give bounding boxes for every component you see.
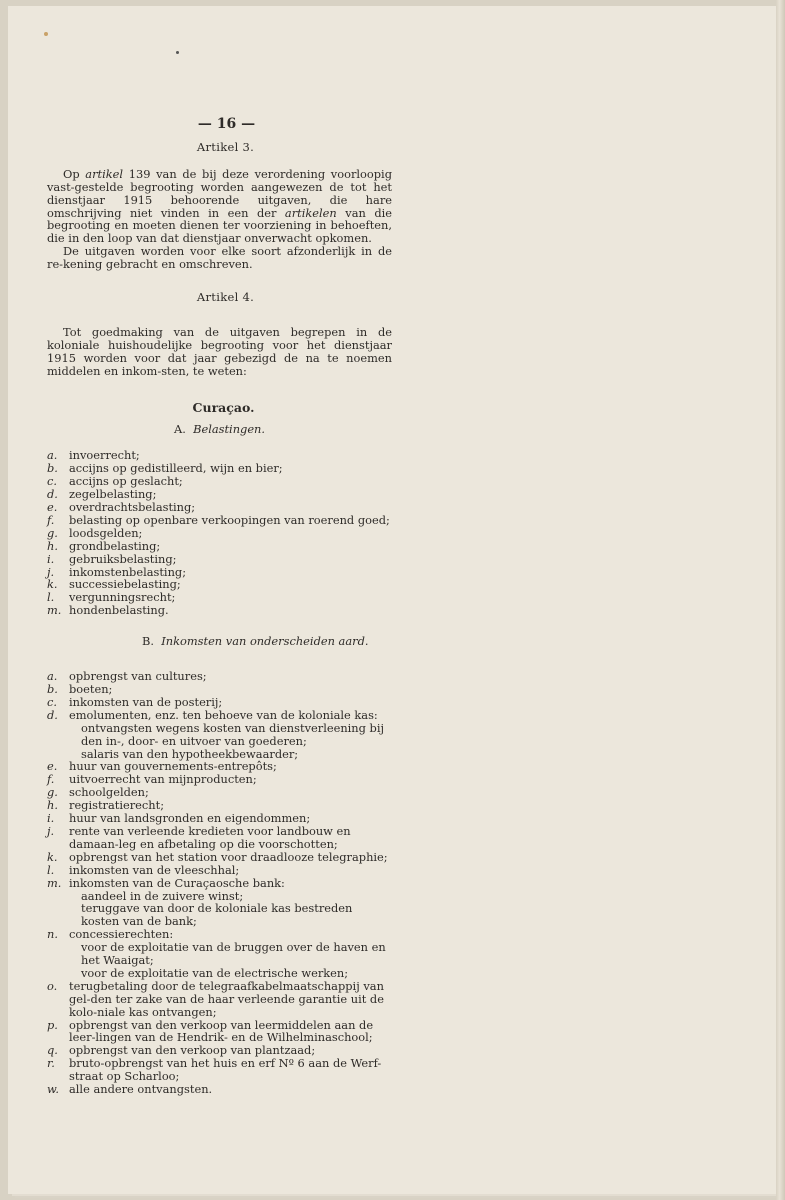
item-letter: b. xyxy=(47,461,58,476)
list-item xyxy=(47,928,392,980)
list-item xyxy=(47,825,392,851)
item-letter: k. xyxy=(47,577,58,592)
item-letter: d. xyxy=(47,707,58,722)
list-item xyxy=(47,1057,392,1083)
item-text: opbrengst van het station voor draadlooze telegraphie; xyxy=(69,849,388,864)
item-text: zegelbelasting; xyxy=(69,487,157,502)
item-text: hondenbelasting. xyxy=(69,603,169,618)
item-text: rente van verleende kredieten voor landbouw en damaan-leg en afbetaling op die voorschotten; xyxy=(69,823,351,851)
item-text-block xyxy=(69,877,392,929)
item-text-block xyxy=(69,825,392,851)
list-item xyxy=(47,980,392,1019)
item-letter: q. xyxy=(47,1043,58,1058)
section-b-list xyxy=(47,670,392,1096)
item-text: successiebelasting; xyxy=(69,577,181,592)
ink-spot xyxy=(176,51,179,54)
item-letter: f. xyxy=(47,772,55,787)
item-text: opbrengst van den verkoop van leermiddelen aan de leer-lingen van de Hendrik- en de Wilhelminaschool; xyxy=(69,1017,374,1045)
item-letter: i. xyxy=(47,551,55,566)
item-letter: n. xyxy=(47,927,58,942)
list-item xyxy=(47,501,392,514)
item-letter: m. xyxy=(47,875,62,890)
item-text: grondbelasting; xyxy=(69,538,161,553)
item-letter: g. xyxy=(47,785,58,800)
item-text: opbrengst van den verkoop van plantzaad; xyxy=(69,1043,316,1058)
item-text: inkomsten van de posterij; xyxy=(69,694,223,709)
item-text-block xyxy=(69,670,392,683)
ink-spot xyxy=(44,32,48,36)
item-text-block xyxy=(69,1019,392,1045)
item-letter: j. xyxy=(47,823,55,838)
item-text-block xyxy=(69,928,392,980)
list-item xyxy=(47,604,392,617)
item-text: boeten; xyxy=(69,682,113,696)
item-letter: m. xyxy=(47,603,62,618)
section-b-heading: B. Inkomsten van onderscheiden aard. xyxy=(142,634,369,649)
item-text: belasting op openbare verkoopingen van roerend goed; xyxy=(69,512,390,527)
item-text: overdrachtsbelasting; xyxy=(69,500,196,515)
item-text: concessierechten: xyxy=(69,927,174,942)
item-letter: k. xyxy=(47,849,58,864)
item-subtext: teruggave van door de koloniale kas bestreden kosten van de bank; xyxy=(81,901,353,929)
list-item xyxy=(47,540,392,553)
item-letter: w. xyxy=(47,1082,60,1097)
list-item xyxy=(47,851,392,864)
item-text: opbrengst van cultures; xyxy=(69,669,207,684)
item-subtext: aandeel in de zuivere winst; xyxy=(81,888,244,903)
item-letter: f. xyxy=(47,512,55,527)
item-letter: i. xyxy=(47,811,55,826)
list-item xyxy=(47,553,392,566)
item-text: registratierecht; xyxy=(69,798,165,813)
item-letter: g. xyxy=(47,525,58,540)
list-item xyxy=(47,877,392,929)
item-letter: l. xyxy=(47,590,55,605)
item-text: gebruiksbelasting; xyxy=(69,551,177,566)
item-text: emolumenten, enz. ten behoeve van de koloniale kas: xyxy=(69,707,378,722)
item-text: alle andere ontvangsten. xyxy=(69,1082,213,1097)
page-number: — 16 — xyxy=(197,116,256,132)
item-letter: h. xyxy=(47,538,58,553)
item-letter: b. xyxy=(47,682,58,696)
item-text: inkomstenbelasting; xyxy=(69,564,187,579)
item-letter: p. xyxy=(47,1017,58,1032)
list-item xyxy=(47,864,392,877)
item-subtext: voor de exploitatie van de electrische werken; xyxy=(81,965,349,980)
item-text-block xyxy=(69,709,392,761)
item-text-block xyxy=(69,683,392,696)
article-3-heading: Artikel 3. xyxy=(196,139,255,154)
item-letter: l. xyxy=(47,862,55,877)
list-item xyxy=(47,709,392,761)
item-text-block xyxy=(69,553,392,566)
item-letter: a. xyxy=(47,448,58,463)
item-letter: e. xyxy=(47,759,58,774)
list-item xyxy=(47,696,392,709)
item-letter: j. xyxy=(47,564,55,579)
curacao-title: Curaçao. xyxy=(192,399,255,415)
item-subtext: ontvangsten wegens kosten van dienstverleening bij den in-, door- en uitvoer van goederen; xyxy=(81,720,385,748)
item-text: bruto-opbrengst van het huis en erf Nº 6 aan de Werf-straat op Scharloo; xyxy=(69,1056,382,1084)
item-text: accijns op gedistilleerd, wijn en bier; xyxy=(69,461,283,476)
item-letter: a. xyxy=(47,669,58,684)
item-text-block xyxy=(69,851,392,864)
article-3-paragraph-1: Op artikel 139 van de bij deze verordening voorloopig vast-gestelde begrooting worden aangewezen de tot het dienstjaar 1915 behoorende uitgaven, die hare omschrijving niet vinden in een der artikelen van die begrooting en moeten dienen ter voorziening in behoeften, die in den loop van dat dienstjaar onverwacht opkomen. xyxy=(47,166,392,246)
item-subtext: voor de exploitatie van de bruggen over de haven en het Waaigat; xyxy=(81,940,386,968)
section-a-heading: A. Belastingen. xyxy=(173,421,266,436)
article-4-paragraph-1: Tot goedmaking van de uitgaven begrepen in de koloniale huishoudelijke begrooting voor het dienstjaar 1915 worden voor dat jaar gebezigd de na te noemen middelen en inkom-sten, te weten: xyxy=(47,324,392,378)
list-item xyxy=(47,514,392,527)
item-letter: r. xyxy=(47,1056,55,1071)
list-item xyxy=(47,1019,392,1045)
item-text-block xyxy=(69,980,392,1019)
list-item xyxy=(47,1083,392,1096)
text-column xyxy=(47,118,392,1096)
item-letter: c. xyxy=(47,474,58,489)
item-letter: o. xyxy=(47,978,58,993)
article-4-heading: Artikel 4. xyxy=(196,290,255,305)
item-subtext: salaris van den hypotheekbewaarder; xyxy=(81,746,299,761)
list-item xyxy=(47,527,392,540)
item-text: inkomsten van de vleeschhal; xyxy=(69,862,240,877)
list-item xyxy=(47,683,392,696)
item-text: huur van landsgronden en eigendommen; xyxy=(69,811,311,826)
item-text-block xyxy=(69,864,392,877)
item-text: accijns op geslacht; xyxy=(69,474,183,489)
item-text-block xyxy=(69,527,392,540)
section-a-list xyxy=(47,449,392,617)
item-text-block xyxy=(69,1083,392,1096)
item-text-block xyxy=(69,696,392,709)
article-3-paragraph-2: De uitgaven worden voor elke soort afzonderlijk in de re-kening gebracht en omschreven. xyxy=(47,244,392,272)
page-edge xyxy=(776,0,785,1200)
item-letter: c. xyxy=(47,694,58,709)
item-text-block xyxy=(69,514,392,527)
item-text: uitvoerrecht van mijnproducten; xyxy=(69,772,257,787)
item-text: vergunningsrecht; xyxy=(69,590,176,605)
item-text-block xyxy=(69,604,392,617)
item-text: invoerrecht; xyxy=(69,448,140,463)
item-text: loodsgelden; xyxy=(69,525,143,540)
item-letter: e. xyxy=(47,500,58,515)
item-letter: d. xyxy=(47,487,58,502)
item-text-block xyxy=(69,501,392,514)
item-text-block xyxy=(69,540,392,553)
item-text-block xyxy=(69,1057,392,1083)
item-text: terugbetaling door de telegraafkabelmaatschappij van gel-den ter zake van de haar verleende garantie uit de kolo-niale kas ontvangen; xyxy=(69,978,384,1019)
item-letter: h. xyxy=(47,798,58,813)
item-text: huur van gouvernements-entrepôts; xyxy=(69,759,277,774)
item-text: schoolgelden; xyxy=(69,785,149,800)
item-text: inkomsten van de Curaçaosche bank: xyxy=(69,875,285,890)
